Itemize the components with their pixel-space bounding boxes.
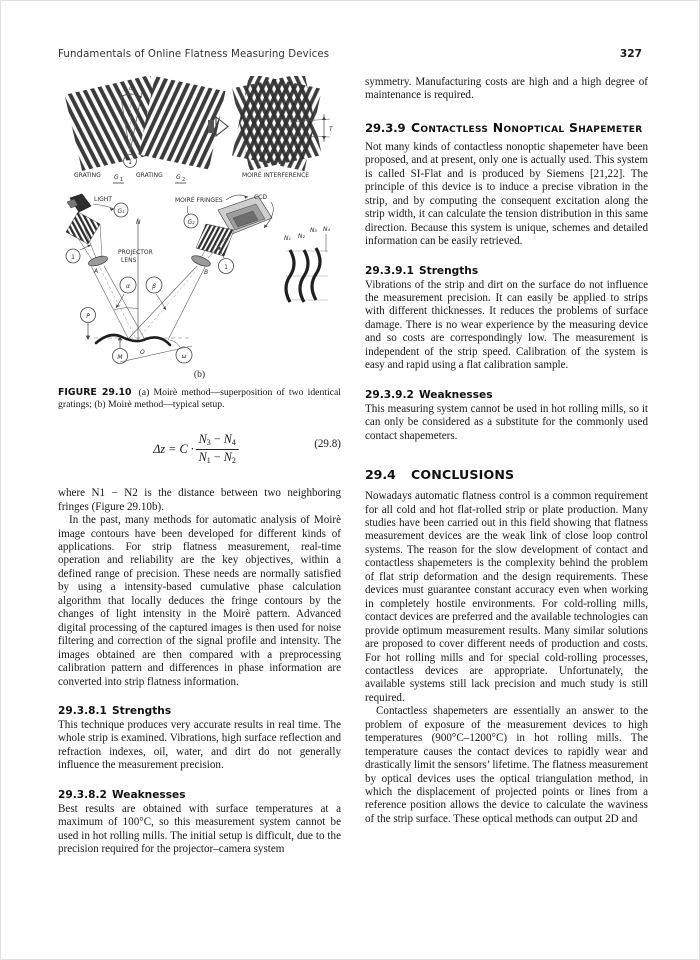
heading-29-3-8-2-weaknesses [58, 789, 341, 801]
normal-n-label: N [136, 219, 141, 226]
heading-29-4-conclusions [365, 467, 648, 482]
callout-1-label: 1 [128, 159, 132, 166]
ccd-label: CCD [254, 194, 267, 201]
left-column [58, 76, 341, 857]
angle-omega-label: ω [181, 353, 187, 360]
point-a-label: A [94, 268, 99, 275]
callout-right-1-label: 1 [224, 264, 228, 271]
heading-29-3-9-contactless-nonoptical-shapemeter [365, 120, 648, 135]
moire-setup-diagram [58, 188, 341, 368]
heading-title: CONCLUSIONS [411, 467, 515, 483]
heading-number: 29.3.9 [365, 120, 406, 135]
equation-number: (29.8) [314, 438, 341, 451]
heading-number: 29.3.8.1 [58, 704, 107, 717]
moire-fringes-label: MOIRÉ FRINGES [175, 197, 223, 204]
page-number: 327 [619, 48, 642, 60]
moire-interference-label: MOIRÉ INTERFERENCE [242, 172, 310, 179]
right-column [365, 76, 648, 826]
callout-left-1-label: 1 [71, 254, 75, 261]
figure-panel-a [58, 76, 341, 188]
heading-title: Strengths [419, 264, 479, 277]
paragraph-past-methods: In the past, many methods for automatic analysis of Moirè image contours have been developed for different kinds of applications. For strip flatness measurement, real-time operation and reliability are the key objectives, within a defined range of precision. These needs are normally satisfied by using a intensity-based cumulative phase calculation algorithm that locally deduces the fringe contours by the changes of light intensity in the Moirè pattern. Advanced digital processing of the captured images is then used for noise filtering and correction of the signal profile and intensity. The images obtained are then compared with a preprocessing calibration pattern and differences in phase information are converted into strip flatness information. [58, 514, 341, 688]
paragraph-conclusions-1: Nowadays automatic flatness control is a common requirement for all cold and hot flat-rolled strip or plate production. Many studies have been carried out in this field showing that flatness measurement devices are the weak link of close loop control systems. The reason for the slow development of contact and contactless shapemeters is the complexity behind the problem of flat strip deformation and the design requirements. These devices must guarantee constant accuracy even when working in completely hostile environments. For cold-rolling mills, contact devices are preferred and the available technologies can provide optimum measurement results. Many similar solutions are proposed to cover different needs of production and costs. For hot rolling mills and for special cold-rolling processes, contactless devices are appropriate. Unfortunately, the available systems still lack precision and much study is still required. [365, 490, 648, 704]
projector-lens-label-line1: PROJECTOR [118, 249, 153, 256]
heading-number: 29.3.9.1 [365, 264, 414, 277]
figure-caption-number: FIGURE 29.10 [58, 387, 132, 398]
grating-g2-label: GRATING [136, 172, 163, 179]
fringe-n3-label: N₃ [310, 227, 317, 234]
eq-num-n4: N [223, 432, 232, 447]
paragraph-conclusions-2: Contactless shapemeters are essentially an answer to the problem of exposure of the measurement devices to high temperatures (900°C–1200°C) in hot rolling mills. The temperature causes the contact devices to rapidly wear and drastically limit the sensors’ lifetime. The flatness measurement by optical devices uses the optical triangulation method, in which the displacement of projected points or lines from a reference position allows the device to calculate the waviness of the strip surface. These optical methods can output 2D and [365, 705, 649, 825]
grating-g1-symbol: G [114, 174, 119, 181]
equation-lhs: Δz = C · [153, 441, 194, 456]
paragraph-symmetry-continued: symmetry. Manufacturing costs are high and a high degree of maintenance is required. [365, 76, 648, 102]
eq-den-minus: − [210, 449, 224, 464]
fringe-pattern-group [284, 226, 330, 302]
heading-title: Contactless Nonoptical Shapemeter [411, 119, 643, 135]
equation-29-8 [58, 431, 341, 471]
equation-expression [153, 433, 239, 465]
heading-29-3-9-2-weaknesses [365, 389, 648, 401]
eq-den-n2: N [223, 449, 232, 464]
heading-number: 29.3.9.2 [365, 388, 414, 401]
eq-den-n1-sub: 1 [206, 455, 211, 465]
pitch-t-label: T [329, 126, 333, 133]
heading-title: Strengths [112, 704, 172, 717]
eq-den-n2-sub: 2 [231, 455, 236, 465]
figure-caption-text: (a) Moirè method—superposition of two identical gratings; (b) Moirè method—typical setup. [58, 387, 341, 411]
moire-superposition-diagram [58, 76, 341, 188]
heading-29-3-9-1-strengths [365, 265, 648, 277]
heading-title: Weaknesses [419, 388, 493, 401]
fringe-n4-label: N₄ [323, 226, 330, 233]
paragraph-strengths-moire: This technique produces very accurate results in real time. The whole strip is examined. Vibrations, high surface reflection and refraction indexes, oil, water, and dirt do not generally influence the measurement precision. [58, 718, 341, 772]
projector-lens-label-line2: LENS [121, 257, 137, 264]
eq-num-minus: − [210, 432, 224, 447]
eq-den-n1: N [198, 449, 207, 464]
equation-denominator [196, 449, 239, 466]
fringe-n1-label: N₁ [284, 235, 291, 242]
point-b-label: B [204, 269, 209, 276]
heading-title: Weaknesses [112, 788, 186, 801]
point-o-label: O [140, 349, 145, 356]
heading-number: 29.4 [365, 467, 396, 483]
figure-panel-b-label: (b) [193, 369, 206, 380]
grating-g2-symbol: G [176, 174, 181, 181]
g1-symbol-label: G₁ [117, 208, 125, 215]
heading-29-3-8-1-strengths [58, 705, 341, 717]
point-p-label: P [86, 313, 90, 320]
figure-caption [58, 387, 341, 411]
eq-num-n4-sub: 4 [231, 438, 236, 448]
figure-panel-b [58, 188, 341, 380]
two-column-body [58, 76, 648, 926]
paragraph-where-definition: where N1 − N2 is the distance between two neighboring fringes (Figure 29.10b). [58, 487, 341, 513]
angle-alpha-label-b: α [126, 283, 130, 290]
equation-numerator [196, 433, 239, 449]
eq-num-n3-sub: 3 [206, 438, 211, 448]
running-head-title: Fundamentals of Online Flatness Measuring Devices [58, 49, 330, 60]
g2-symbol-label: G₂ [187, 219, 195, 226]
point-m-label: M [117, 354, 123, 361]
equation-fraction [196, 433, 239, 465]
heading-number: 29.3.8.2 [58, 788, 107, 801]
figure-29-10 [58, 76, 341, 411]
fringe-n2-label: N₂ [298, 233, 305, 240]
light-label: LIGHT [94, 196, 112, 203]
eq-num-n3: N [198, 432, 207, 447]
paragraph-strengths-nonoptical: Vibrations of the strip and dirt on the surface do not influence the measurement precision. It can easily be applied to strips with different thicknesses. It reduces the problems of surface damage. There is no wear experience by the measuring device and so costs are correspondingly low. The measurement is independent of the strip speed. Calibration of the system is easy and rapid using a flat calibration sample. [365, 278, 648, 372]
paragraph-weaknesses-nonoptical: This measuring system cannot be used in hot rolling mills, so it can only be considered as a substitute for the commonly used contact shapemeters. [365, 402, 648, 442]
angle-alpha-label: α [129, 85, 133, 92]
grating-g1-label: GRATING [74, 172, 101, 179]
running-head [58, 48, 642, 64]
grating-g1-subscript: 1 [120, 177, 124, 183]
paragraph-weaknesses-moire: Best results are obtained with surface temperatures at a maximum of 100°C, so this measurement system cannot be used in hot rolling mills. The initial setup is difficult, due to the precision required for the projector–camera system [58, 802, 341, 856]
grating-g2-subscript: 2 [182, 177, 186, 183]
paragraph-nonoptical-shapemeter: Not many kinds of contactless nonoptic shapemeter have been proposed, and at present, only one is actually used. This system is called SI-Flat and is produced by Siemens [21,22]. The principle of this device is to induce a precise vibration in the strip, and by computing the consequent excitation along the strip width, it can calculate the tension distribution in this same direction. Because this system is unique, schemes and detailed information can be easily retrieved. [365, 140, 648, 248]
angle-beta-label-b: β [152, 283, 156, 290]
